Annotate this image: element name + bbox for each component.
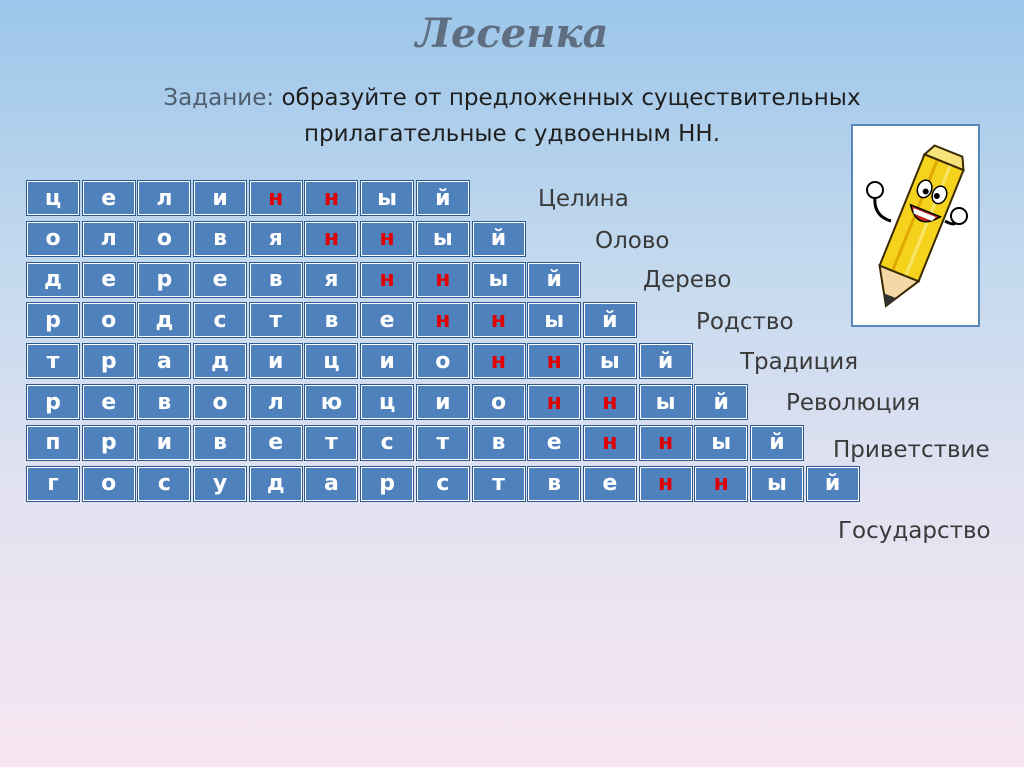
letter-cell: р bbox=[82, 343, 136, 379]
letter-cell: е bbox=[193, 262, 247, 298]
source-word: Дерево bbox=[643, 267, 732, 293]
letter-cell: т bbox=[472, 466, 526, 502]
pencil-picture bbox=[851, 124, 980, 327]
source-word: Приветствие bbox=[833, 437, 990, 463]
letter-cell: й bbox=[416, 180, 470, 216]
letter-cell: о bbox=[82, 466, 136, 502]
letter-cell: т bbox=[249, 302, 303, 338]
letter-cell: е bbox=[82, 384, 136, 420]
ladder-row bbox=[26, 466, 861, 506]
letter-cell: и bbox=[137, 425, 191, 461]
source-word: Традиция bbox=[740, 349, 859, 375]
letter-cell: е bbox=[82, 262, 136, 298]
letter-cell: н bbox=[360, 262, 414, 298]
letter-cell: ы bbox=[416, 221, 470, 257]
letter-cell: в bbox=[193, 221, 247, 257]
letter-cell: с bbox=[193, 302, 247, 338]
letter-cell: й bbox=[583, 302, 637, 338]
letter-cell: о bbox=[26, 221, 80, 257]
letter-cell: о bbox=[193, 384, 247, 420]
letter-cell: д bbox=[26, 262, 80, 298]
letter-cell: в bbox=[137, 384, 191, 420]
letter-cell: а bbox=[304, 466, 358, 502]
letter-cell: й bbox=[472, 221, 526, 257]
slide-title: Лесенка bbox=[415, 10, 609, 57]
task-text bbox=[60, 80, 964, 152]
letter-cell: н bbox=[472, 343, 526, 379]
letter-cell: й bbox=[527, 262, 581, 298]
letter-cell: й bbox=[806, 466, 860, 502]
letter-cell: в bbox=[527, 466, 581, 502]
source-word: Целина bbox=[538, 186, 629, 212]
letter-cell: ы bbox=[694, 425, 748, 461]
task-line-1: образуйте от предложенных существительных bbox=[281, 85, 861, 111]
letter-cell: н bbox=[694, 466, 748, 502]
letter-cell: с bbox=[360, 425, 414, 461]
letter-cell: у bbox=[193, 466, 247, 502]
ladder-row bbox=[26, 384, 750, 424]
ladder-row bbox=[26, 262, 583, 302]
source-word: Государство bbox=[838, 518, 991, 544]
source-word: Олово bbox=[595, 228, 670, 254]
ladder-row bbox=[26, 302, 639, 342]
letter-cell: н bbox=[639, 425, 693, 461]
pencil-icon bbox=[853, 126, 978, 325]
letter-cell: ы bbox=[472, 262, 526, 298]
letter-cell: д bbox=[193, 343, 247, 379]
letter-cell: н bbox=[416, 302, 470, 338]
letter-cell: в bbox=[249, 262, 303, 298]
letter-cell: я bbox=[249, 221, 303, 257]
letter-cell: н bbox=[583, 425, 637, 461]
letter-cell: с bbox=[416, 466, 470, 502]
letter-cell: н bbox=[583, 384, 637, 420]
letter-cell: ю bbox=[304, 384, 358, 420]
letter-cell: и bbox=[360, 343, 414, 379]
letter-cell: в bbox=[193, 425, 247, 461]
letter-cell: т bbox=[26, 343, 80, 379]
letter-cell: н bbox=[249, 180, 303, 216]
letter-cell: о bbox=[82, 302, 136, 338]
letter-cell: д bbox=[249, 466, 303, 502]
letter-cell: о bbox=[416, 343, 470, 379]
letter-cell: п bbox=[26, 425, 80, 461]
ladder-row bbox=[26, 180, 472, 220]
letter-cell: в bbox=[304, 302, 358, 338]
letter-cell: д bbox=[137, 302, 191, 338]
letter-cell: н bbox=[304, 221, 358, 257]
ladder-row bbox=[26, 425, 806, 465]
letter-cell: о bbox=[137, 221, 191, 257]
letter-cell: р bbox=[137, 262, 191, 298]
letter-cell: н bbox=[472, 302, 526, 338]
letter-cell: ы bbox=[527, 302, 581, 338]
letter-cell: р bbox=[82, 425, 136, 461]
letter-cell: ы bbox=[583, 343, 637, 379]
letter-cell: е bbox=[527, 425, 581, 461]
letter-cell: е bbox=[583, 466, 637, 502]
letter-cell: н bbox=[639, 466, 693, 502]
letter-cell: ы bbox=[750, 466, 804, 502]
task-line-2: прилагательные с удвоенным НН. bbox=[303, 121, 721, 147]
letter-cell: й bbox=[750, 425, 804, 461]
letter-cell: л bbox=[82, 221, 136, 257]
ladder-row bbox=[26, 343, 694, 383]
letter-cell: ц bbox=[26, 180, 80, 216]
letter-cell: о bbox=[472, 384, 526, 420]
letter-cell: н bbox=[527, 384, 581, 420]
letter-cell: е bbox=[82, 180, 136, 216]
letter-cell: н bbox=[304, 180, 358, 216]
letter-cell: ц bbox=[304, 343, 358, 379]
letter-cell: р bbox=[26, 302, 80, 338]
letter-cell: р bbox=[26, 384, 80, 420]
letter-cell: ы bbox=[639, 384, 693, 420]
letter-cell: р bbox=[360, 466, 414, 502]
letter-cell: е bbox=[360, 302, 414, 338]
letter-cell: л bbox=[249, 384, 303, 420]
ladder-row bbox=[26, 221, 527, 261]
task-label: Задание: bbox=[163, 85, 275, 111]
letter-cell: н bbox=[360, 221, 414, 257]
source-word: Родство bbox=[696, 309, 794, 335]
source-word: Революция bbox=[786, 390, 921, 416]
letter-cell: ы bbox=[360, 180, 414, 216]
letter-cell: г bbox=[26, 466, 80, 502]
letter-cell: н bbox=[416, 262, 470, 298]
letter-cell: т bbox=[304, 425, 358, 461]
letter-cell: и bbox=[193, 180, 247, 216]
letter-cell: в bbox=[472, 425, 526, 461]
letter-cell: и bbox=[416, 384, 470, 420]
letter-cell: и bbox=[249, 343, 303, 379]
letter-cell: я bbox=[304, 262, 358, 298]
letter-cell: л bbox=[137, 180, 191, 216]
letter-cell: т bbox=[416, 425, 470, 461]
letter-cell: ц bbox=[360, 384, 414, 420]
letter-cell: с bbox=[137, 466, 191, 502]
letter-cell: й bbox=[694, 384, 748, 420]
letter-cell: н bbox=[527, 343, 581, 379]
letter-cell: й bbox=[639, 343, 693, 379]
letter-cell: а bbox=[137, 343, 191, 379]
letter-cell: е bbox=[249, 425, 303, 461]
